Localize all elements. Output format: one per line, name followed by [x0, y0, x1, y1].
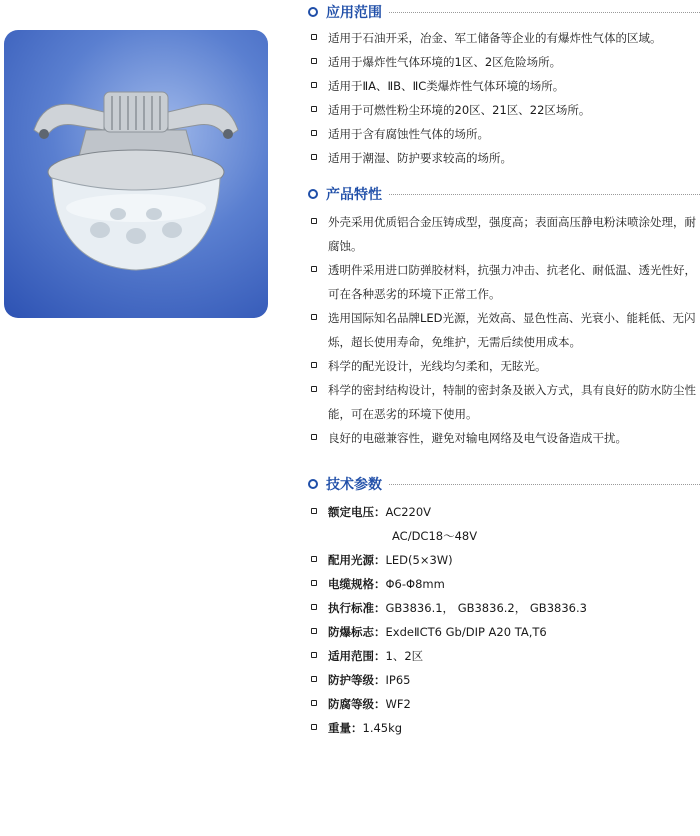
- square-bullet-icon: [311, 130, 317, 136]
- square-bullet-icon: [311, 106, 317, 112]
- list-item: 选用国际知名品牌LED光源，光效高、显色性高、光衰小、能耗低、无闪烁，超长使用寿命，免维护，无需后续使用成本。: [308, 306, 700, 354]
- features-section: [308, 184, 700, 450]
- square-bullet-icon: [311, 82, 317, 88]
- list-item: 科学的配光设计，光线均匀柔和，无眩光。: [308, 354, 700, 378]
- list-item: 适用于爆炸性气体环境的1区、2区危险场所。: [308, 50, 700, 74]
- square-bullet-icon: [311, 266, 317, 272]
- spec-ip: 防护等级：IP65: [308, 668, 700, 692]
- list-item: 外壳采用优质铝合金压铸成型，强度高；表面高压静电粉沫喷涂处理，耐腐蚀。: [308, 210, 700, 258]
- square-bullet-icon: [311, 154, 317, 160]
- specs-header: [308, 474, 700, 496]
- square-bullet-icon: [311, 604, 317, 610]
- application-title: 应用范围: [326, 5, 382, 21]
- features-list: [308, 210, 700, 450]
- specs-section: [308, 474, 700, 740]
- square-bullet-icon: [311, 58, 317, 64]
- spec-standard: 执行标准：GB3836.1， GB3836.2， GB3836.3: [308, 596, 700, 620]
- square-bullet-icon: [311, 580, 317, 586]
- square-bullet-icon: [311, 434, 317, 440]
- list-item: 适用于石油开采，冶金、军工储备等企业的有爆炸性气体的区域。: [308, 26, 700, 50]
- list-item: 透明件采用进口防弹胶材料，抗强力冲击、抗老化、耐低温、透光性好，可在各种恶劣的环境下正常工作。: [308, 258, 700, 306]
- square-bullet-icon: [311, 652, 317, 658]
- spec-ex-mark: 防爆标志：ExdeⅡCT6 Gb/DIP A20 TA,T6: [308, 620, 700, 644]
- spec-rated-voltage: 额定电压：AC220V: [308, 500, 700, 524]
- list-item: 适用于潮湿、防护要求较高的场所。: [308, 146, 700, 170]
- spec-rated-voltage-dc: AC/DC18～48V: [392, 529, 478, 543]
- list-item: 适用于可燃性粉尘环境的20区、21区、22区场所。: [308, 98, 700, 122]
- application-section: [308, 2, 700, 170]
- square-bullet-icon: [311, 700, 317, 706]
- application-list: [308, 26, 700, 170]
- specs-list: [308, 500, 700, 740]
- application-header: [308, 2, 700, 24]
- square-bullet-icon: [311, 362, 317, 368]
- list-item: 良好的电磁兼容性，避免对输电网络及电气设备造成干扰。: [308, 426, 700, 450]
- product-photo: [4, 30, 268, 318]
- square-bullet-icon: [311, 676, 317, 682]
- spec-scope: 适用范围：1、2区: [308, 644, 700, 668]
- list-item: 适用于ⅡA、ⅡB、ⅡC类爆炸性气体环境的场所。: [308, 74, 700, 98]
- circle-bullet-icon: [308, 479, 318, 489]
- spec-anticorrosion: 防腐等级：WF2: [308, 692, 700, 716]
- square-bullet-icon: [311, 556, 317, 562]
- square-bullet-icon: [311, 628, 317, 634]
- spec-light-source: 配用光源：LED(5×3W): [308, 548, 700, 572]
- list-item: 科学的密封结构设计，特制的密封条及嵌入方式，具有良好的防水防尘性能，可在恶劣的环境下使用。: [308, 378, 700, 426]
- square-bullet-icon: [311, 724, 317, 730]
- square-bullet-icon: [311, 314, 317, 320]
- spec-cable: 电缆规格：Φ6-Φ8mm: [308, 572, 700, 596]
- explosion-proof-lamp-image: [4, 30, 268, 318]
- square-bullet-icon: [311, 218, 317, 224]
- list-item: 适用于含有腐蚀性气体的场所。: [308, 122, 700, 146]
- circle-bullet-icon: [308, 7, 318, 17]
- square-bullet-icon: [311, 386, 317, 392]
- circle-bullet-icon: [308, 189, 318, 199]
- features-header: [308, 184, 700, 206]
- square-bullet-icon: [311, 34, 317, 40]
- specs-title: 技术参数: [326, 477, 382, 493]
- spec-weight: 重量：1.45kg: [308, 716, 700, 740]
- square-bullet-icon: [311, 508, 317, 514]
- features-title: 产品特性: [326, 187, 382, 203]
